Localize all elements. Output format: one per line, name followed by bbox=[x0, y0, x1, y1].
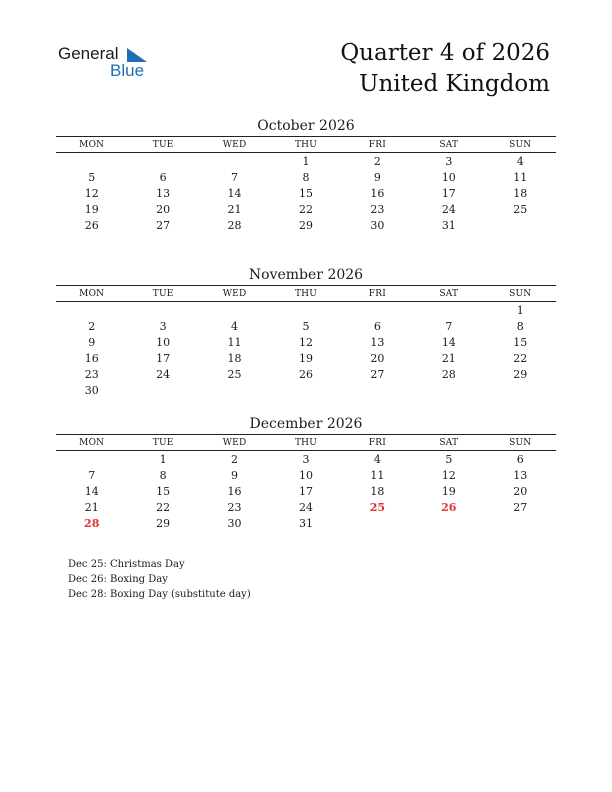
day-cell: 21 bbox=[84, 500, 99, 514]
day-cell: 13 bbox=[370, 335, 385, 349]
month-title: December 2026 bbox=[249, 416, 363, 432]
day-cell: 14 bbox=[227, 186, 242, 200]
day-cell: 24 bbox=[298, 500, 313, 514]
month-calendar bbox=[56, 414, 556, 531]
weekday-label: THU bbox=[294, 288, 317, 299]
day-cell: 10 bbox=[156, 335, 171, 349]
weekday-header bbox=[56, 434, 556, 451]
day-cell: 11 bbox=[370, 468, 385, 482]
day-cell: 28 bbox=[84, 516, 100, 530]
week-row bbox=[56, 318, 556, 334]
day-cell: 10 bbox=[298, 468, 313, 482]
day-cell: 21 bbox=[227, 202, 242, 216]
week-row bbox=[56, 169, 556, 185]
day-cell: 13 bbox=[156, 186, 171, 200]
day-cell: 23 bbox=[370, 202, 385, 216]
day-cell: 25 bbox=[369, 500, 386, 514]
day-cell: 2 bbox=[373, 154, 381, 168]
day-cell: 11 bbox=[227, 335, 242, 349]
week-row bbox=[56, 334, 556, 350]
day-cell: 26 bbox=[298, 367, 313, 381]
day-cell: 6 bbox=[159, 170, 167, 184]
day-cell: 4 bbox=[231, 319, 239, 333]
weekday-label: TUE bbox=[152, 139, 174, 150]
logo-text-blue: Blue bbox=[110, 61, 145, 80]
day-cell: 28 bbox=[441, 367, 456, 381]
logo-flag-icon bbox=[125, 48, 147, 62]
day-cell: 17 bbox=[156, 351, 171, 365]
day-cell: 1 bbox=[516, 303, 524, 317]
day-cell: 28 bbox=[227, 218, 242, 232]
day-cell: 5 bbox=[88, 170, 96, 184]
day-cell: 18 bbox=[370, 484, 385, 498]
holiday-note: Dec 26: Boxing Day bbox=[68, 574, 168, 585]
weekday-label: FRI bbox=[368, 437, 386, 448]
logo-text-general: General bbox=[58, 44, 119, 63]
weekday-label: MON bbox=[79, 288, 105, 299]
month-title: October 2026 bbox=[257, 118, 355, 134]
day-cell: 30 bbox=[370, 218, 385, 232]
week-row bbox=[56, 366, 556, 382]
day-cell: 18 bbox=[227, 351, 242, 365]
day-cell: 3 bbox=[159, 319, 167, 333]
month-calendar bbox=[56, 265, 556, 398]
page-title bbox=[340, 38, 550, 100]
day-cell: 16 bbox=[227, 484, 242, 498]
weekday-label: SUN bbox=[509, 437, 532, 448]
day-cell: 18 bbox=[513, 186, 528, 200]
day-cell: 5 bbox=[445, 452, 453, 466]
week-row bbox=[56, 483, 556, 499]
weekday-header bbox=[56, 285, 556, 302]
day-cell: 17 bbox=[441, 186, 456, 200]
day-cell: 11 bbox=[513, 170, 528, 184]
day-cell: 8 bbox=[159, 468, 167, 482]
day-cell: 8 bbox=[302, 170, 310, 184]
week-row bbox=[56, 153, 556, 169]
day-cell: 12 bbox=[84, 186, 99, 200]
weekday-label: SAT bbox=[439, 139, 459, 150]
weekday-label: SUN bbox=[509, 139, 532, 150]
weekday-label: SUN bbox=[509, 288, 532, 299]
day-cell: 19 bbox=[298, 351, 313, 365]
day-cell: 20 bbox=[513, 484, 528, 498]
week-row bbox=[56, 467, 556, 483]
week-row bbox=[56, 217, 556, 233]
weekday-label: WED bbox=[222, 437, 247, 448]
week-row bbox=[56, 185, 556, 201]
weekday-label: MON bbox=[79, 139, 105, 150]
weekday-header bbox=[56, 136, 556, 153]
day-cell: 22 bbox=[298, 202, 313, 216]
day-cell: 14 bbox=[441, 335, 456, 349]
day-cell: 2 bbox=[88, 319, 96, 333]
weekday-label: SAT bbox=[439, 288, 459, 299]
day-cell: 30 bbox=[227, 516, 242, 530]
day-cell: 24 bbox=[441, 202, 456, 216]
day-cell: 3 bbox=[445, 154, 453, 168]
weekday-label: TUE bbox=[152, 437, 174, 448]
day-cell: 16 bbox=[84, 351, 99, 365]
weekday-label: TUE bbox=[152, 288, 174, 299]
day-cell: 19 bbox=[441, 484, 456, 498]
week-row bbox=[56, 451, 556, 467]
day-cell: 27 bbox=[513, 500, 528, 514]
day-cell: 1 bbox=[302, 154, 310, 168]
day-cell: 6 bbox=[373, 319, 381, 333]
day-cell: 9 bbox=[88, 335, 96, 349]
day-cell: 23 bbox=[84, 367, 99, 381]
day-cell: 29 bbox=[156, 516, 171, 530]
day-cell: 7 bbox=[445, 319, 453, 333]
day-cell: 4 bbox=[516, 154, 524, 168]
weekday-label: WED bbox=[222, 288, 247, 299]
day-cell: 27 bbox=[370, 367, 385, 381]
day-cell: 26 bbox=[441, 500, 457, 514]
weekday-label: FRI bbox=[368, 139, 386, 150]
day-cell: 2 bbox=[231, 452, 239, 466]
day-cell: 20 bbox=[156, 202, 171, 216]
weekday-label: THU bbox=[294, 139, 317, 150]
day-cell: 29 bbox=[298, 218, 313, 232]
day-cell: 7 bbox=[231, 170, 239, 184]
day-cell: 20 bbox=[370, 351, 385, 365]
day-cell: 22 bbox=[513, 351, 528, 365]
day-cell: 29 bbox=[513, 367, 528, 381]
weekday-label: FRI bbox=[368, 288, 386, 299]
day-cell: 30 bbox=[84, 383, 99, 397]
week-row bbox=[56, 350, 556, 366]
country-title: United Kingdom bbox=[359, 71, 550, 97]
day-cell: 31 bbox=[441, 218, 456, 232]
day-cell: 6 bbox=[516, 452, 524, 466]
day-cell: 4 bbox=[373, 452, 381, 466]
day-cell: 21 bbox=[441, 351, 456, 365]
day-cell: 13 bbox=[513, 468, 528, 482]
day-cell: 7 bbox=[88, 468, 96, 482]
week-row bbox=[56, 382, 556, 398]
week-row bbox=[56, 302, 556, 318]
week-row bbox=[56, 515, 556, 531]
day-cell: 24 bbox=[156, 367, 171, 381]
holiday-notes bbox=[68, 557, 251, 602]
generalblue-logo bbox=[58, 44, 168, 84]
day-cell: 25 bbox=[513, 202, 528, 216]
day-cell: 23 bbox=[227, 500, 242, 514]
day-cell: 15 bbox=[298, 186, 313, 200]
day-cell: 15 bbox=[513, 335, 528, 349]
day-cell: 3 bbox=[302, 452, 310, 466]
day-cell: 15 bbox=[156, 484, 171, 498]
month-calendar bbox=[56, 116, 556, 233]
day-cell: 9 bbox=[373, 170, 381, 184]
week-row bbox=[56, 201, 556, 217]
day-cell: 26 bbox=[84, 218, 99, 232]
day-cell: 8 bbox=[516, 319, 524, 333]
day-cell: 1 bbox=[159, 452, 167, 466]
day-cell: 25 bbox=[227, 367, 242, 381]
day-cell: 22 bbox=[156, 500, 171, 514]
day-cell: 14 bbox=[84, 484, 99, 498]
quarter-title: Quarter 4 of 2026 bbox=[340, 40, 550, 66]
weekday-label: THU bbox=[294, 437, 317, 448]
day-cell: 9 bbox=[231, 468, 239, 482]
day-cell: 12 bbox=[298, 335, 313, 349]
holiday-note: Dec 25: Christmas Day bbox=[68, 559, 185, 570]
holiday-note: Dec 28: Boxing Day (substitute day) bbox=[68, 589, 251, 600]
day-cell: 31 bbox=[298, 516, 313, 530]
weekday-label: SAT bbox=[439, 437, 459, 448]
week-row bbox=[56, 499, 556, 515]
day-cell: 17 bbox=[298, 484, 313, 498]
day-cell: 5 bbox=[302, 319, 310, 333]
weekday-label: WED bbox=[222, 139, 247, 150]
day-cell: 16 bbox=[370, 186, 385, 200]
month-title: November 2026 bbox=[248, 267, 364, 283]
day-cell: 12 bbox=[441, 468, 456, 482]
day-cell: 19 bbox=[84, 202, 99, 216]
weekday-label: MON bbox=[79, 437, 105, 448]
day-cell: 10 bbox=[441, 170, 456, 184]
day-cell: 27 bbox=[156, 218, 171, 232]
